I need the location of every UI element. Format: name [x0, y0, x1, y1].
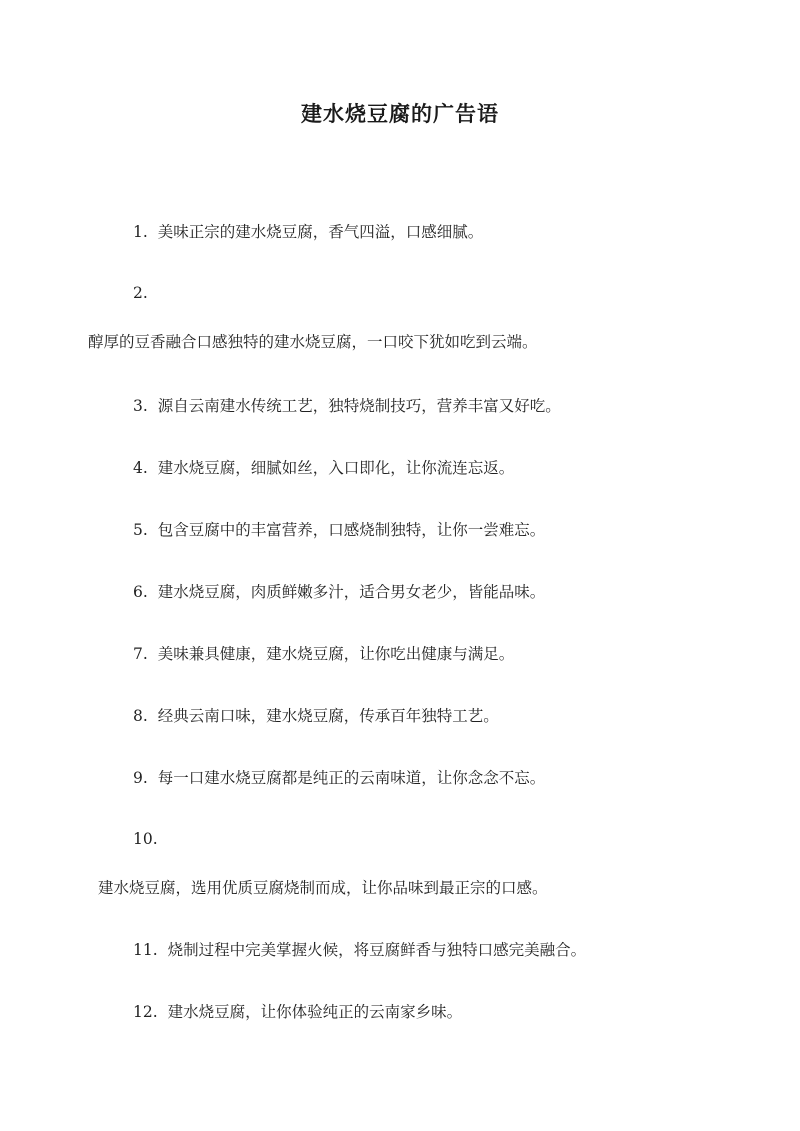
item-text: 经典云南口味，建水烧豆腐，传承百年独特工艺。 — [157, 707, 499, 725]
item-number: 5. — [133, 521, 148, 539]
item-text: 建水烧豆腐，肉质鲜嫩多汁，适合男女老少，皆能品味。 — [157, 583, 546, 601]
list-item-text-line — [88, 330, 538, 352]
item-text: 烧制过程中完美掌握火候，将豆腐鲜香与独特口感完美融合。 — [167, 941, 587, 959]
item-number: 3. — [133, 397, 148, 415]
list-item — [133, 220, 483, 242]
list-item-text-line — [98, 876, 548, 898]
item-number: 12. — [133, 1003, 158, 1021]
item-number: 11. — [133, 941, 158, 959]
page-title: 建水烧豆腐的广告语 — [301, 101, 499, 126]
item-text: 每一口建水烧豆腐都是纯正的云南味道，让你念念不忘。 — [157, 769, 546, 787]
item-text: 美味正宗的建水烧豆腐，香气四溢，口感细腻。 — [157, 223, 484, 241]
item-text: 建水烧豆腐，选用优质豆腐烧制而成，让你品味到最正宗的口感。 — [98, 879, 548, 897]
list-item — [133, 456, 514, 478]
item-number: 1. — [133, 223, 148, 241]
item-text: 建水烧豆腐，细腻如丝，入口即化，让你流连忘返。 — [157, 459, 515, 477]
item-number: 10. — [133, 830, 158, 848]
item-number: 6. — [133, 583, 148, 601]
item-number: 4. — [133, 459, 148, 477]
item-text: 建水烧豆腐，让你体验纯正的云南家乡味。 — [167, 1003, 463, 1021]
list-item-number-line — [133, 284, 148, 302]
item-text: 美味兼具健康，建水烧豆腐，让你吃出健康与满足。 — [157, 645, 515, 663]
list-item — [133, 642, 514, 664]
item-number: 8. — [133, 707, 148, 725]
list-item — [133, 938, 586, 960]
list-item — [133, 1000, 462, 1022]
list-item — [133, 580, 545, 602]
item-text: 醇厚的豆香融合口感独特的建水烧豆腐，一口咬下犹如吃到云端。 — [88, 333, 538, 351]
item-number: 7. — [133, 645, 148, 663]
item-text: 源自云南建水传统工艺，独特烧制技巧，营养丰富又好吃。 — [157, 397, 561, 415]
item-number: 9. — [133, 769, 148, 787]
item-number: 2. — [133, 284, 148, 302]
list-item — [133, 704, 499, 726]
list-item-number-line — [133, 830, 158, 848]
list-item — [133, 394, 561, 416]
item-text: 包含豆腐中的丰富营养，口感烧制独特，让你一尝难忘。 — [157, 521, 546, 539]
list-item — [133, 518, 545, 540]
list-item — [133, 766, 545, 788]
